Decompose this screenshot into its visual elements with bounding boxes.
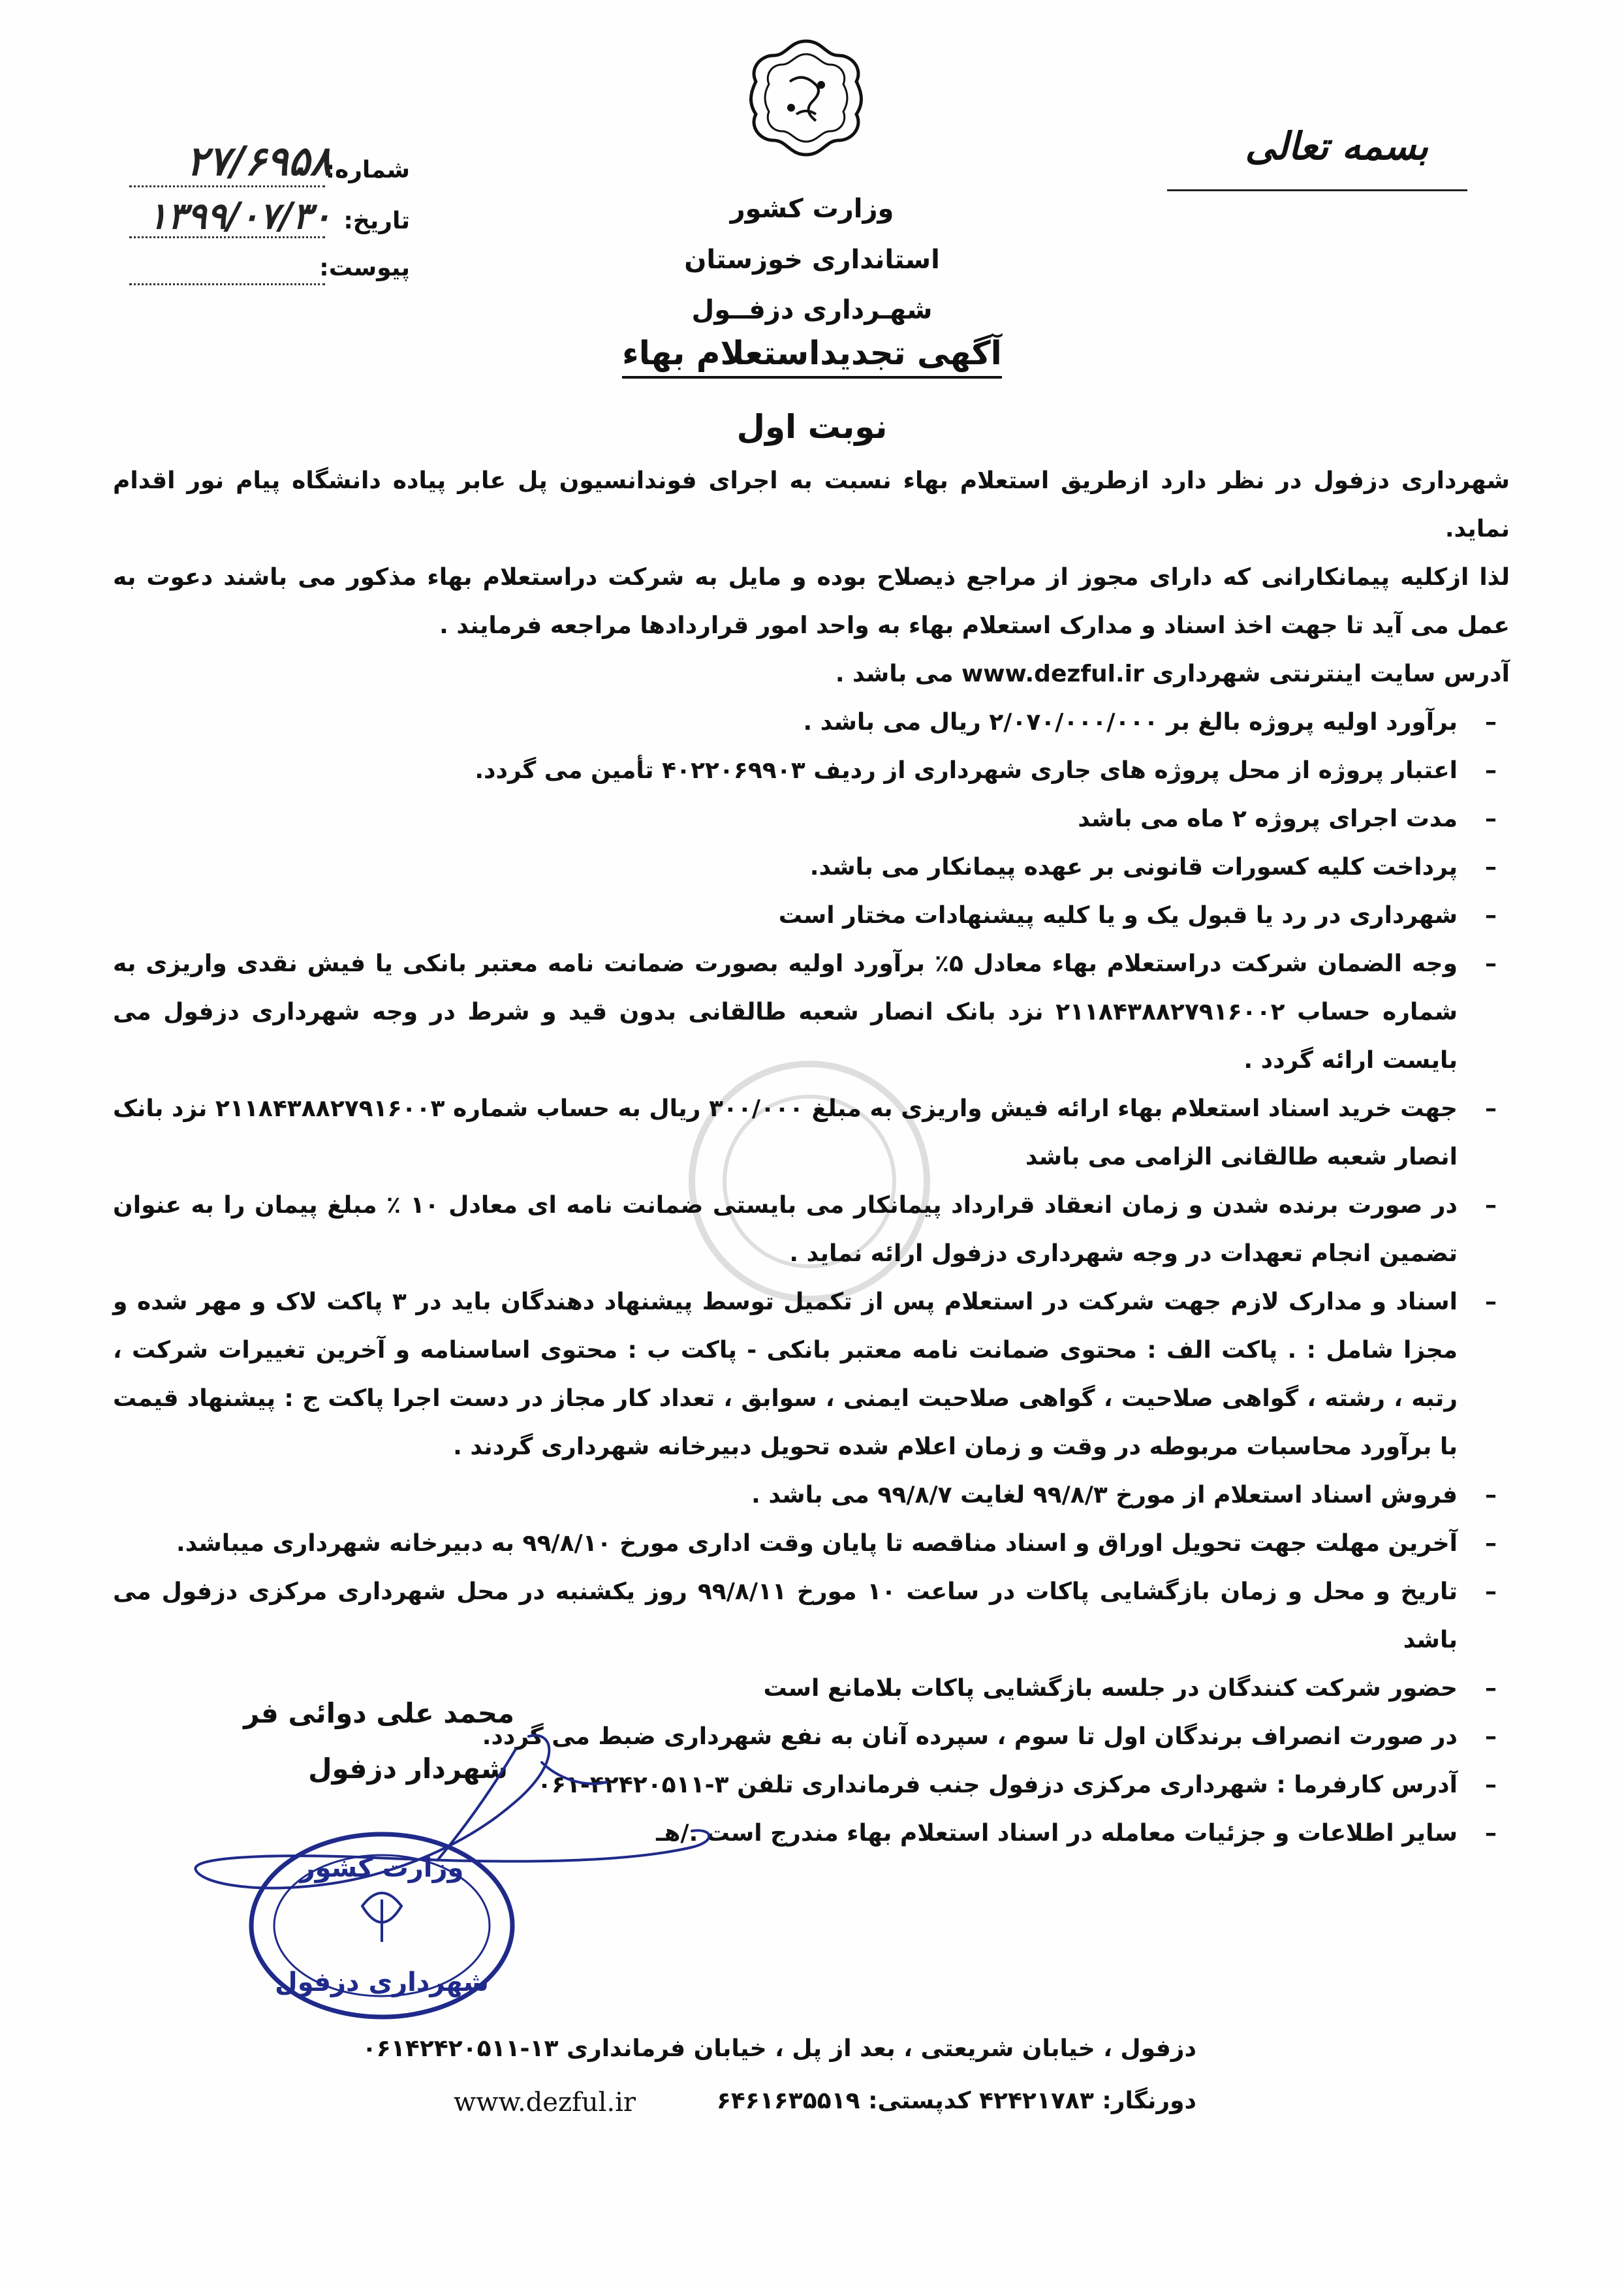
date-value: ۱۳۹۹/۰۷/۳۰ — [148, 195, 332, 238]
list-item: – شهرداری در رد یا قبول یک و یا کلیه پیشنهادات مختار است — [778, 902, 1497, 929]
number-label: شماره: — [325, 157, 410, 183]
list-item: – جهت خرید اسناد استعلام بهاء ارائه فیش واریزی به مبلغ ۳۰۰/۰۰۰ ریال به حساب شماره ۲۱۱۸۴۳۸۸۲۷۹۱۶۰۰۳ نزد بانک انصار شعبه طالقانی الزامی می باشد — [113, 1095, 1497, 1170]
municipality-name: شهـرداری دزفــول — [691, 295, 933, 325]
municipality-logo — [744, 36, 868, 160]
number-dotted-line — [129, 185, 325, 187]
intro-paragraph-3: آدرس سایت اینترنتی شهرداری www.dezful.ir می باشد . — [835, 661, 1510, 687]
notice-title-text: آگهی تجدیداستعلام بهاء — [622, 334, 1002, 379]
notice-round: نوبت اول — [736, 408, 888, 446]
ministry-name: وزارت کشور — [730, 194, 894, 224]
notice-body — [113, 457, 1510, 1858]
stamp-emblem-icon — [362, 1893, 401, 1942]
list-item: – پرداخت کلیه کسورات قانونی بر عهده پیمانکار می باشد. — [809, 854, 1497, 881]
date-label: تاریخ: — [343, 208, 410, 234]
list-item: – اعتبار پروژه از محل پروژه های جاری شهرداری از ردیف ۴۰۲۲۰۶۹۹۰۳ تأمین می گردد. — [475, 757, 1497, 784]
number-row — [149, 137, 410, 196]
signatory-title: شهردار دزفول — [308, 1753, 508, 1785]
attachment-label: پیوست: — [319, 255, 410, 281]
list-item: – آخرین مهلت جهت تحویل اوراق و اسناد مناقصه تا پایان وقت اداری مورخ ۹۹/۸/۱۰ به دبیرخانه شهرداری میباشد. — [176, 1530, 1497, 1557]
signatory-name: محمد علی دوائی فر — [243, 1697, 514, 1729]
province-name: استانداری خوزستان — [684, 245, 940, 275]
list-item: – سایر اطلاعات و جزئیات معامله در اسناد استعلام بهاء مندرج است ./هـ — [656, 1820, 1497, 1847]
list-item: – اسناد و مدارک لازم جهت شرکت در استعلام پس از تکمیل توسط پیشنهاد دهندگان باید در ۳ پاکت لاک و مهر شده و مجزا شامل : . پاکت الف : محتوی ضمانت نامه معتبر بانکی - پاکت ب : محتوی اساسنامه و آخرین تغییرات شرکت ، رتبه ، رشته ، گواهی صلاحیت ، گواهی صلاحیت ایمنی ، سوابق ، تعداد کار مجاز در دست اجرا پاکت ج : پیشنهاد قیمت با برآورد محاسبات مربوطه در وقت و زمان اعلام شده تحویل دبیرخانه شهرداری گردند . — [113, 1289, 1497, 1460]
notice-title — [0, 334, 1624, 372]
list-item: – مدت اجرای پروژه ۲ ماه می باشد — [1078, 805, 1497, 832]
list-item: – حضور شرکت کنندگان در جلسه بازگشایی پاکات بلامانع است — [763, 1675, 1497, 1702]
footer-address: دزفول ، خیابان شریعتی ، بعد از پل ، خیابان فرمانداری ۱۳-۰۶۱۴۲۴۲۰۵۱۱ — [362, 2035, 1196, 2062]
list-item: – برآورد اولیه پروژه بالغ بر ۲/۰۷۰/۰۰۰/۰۰۰ ریال می باشد . — [803, 709, 1497, 736]
intro-paragraph-2: لذا ازکلیه پیمانکارانی که دارای مجوز از مراجع ذیصلاح بوده و مایل به شرکت دراستعلام بهاء مذکور می باشند دعوت به عمل می آید تا جهت اخذ اسناد و مدارک استعلام بهاء به واحد امور قراردادها مراجعه فرمایند . — [113, 564, 1510, 639]
number-value: ۲۷/۶۹۵۸ — [186, 137, 332, 185]
list-item: – فروش اسناد استعلام از مورخ ۹۹/۸/۳ لغایت ۹۹/۸/۷ می باشد . — [751, 1482, 1497, 1508]
list-item: – در صورت برنده شدن و زمان انعقاد قرارداد پیمانکار می بایستی ضمانت نامه ای معادل ۱۰ ٪ مبلغ پیمان را به عنوان تضمین انجام تعهدات در وجه شهرداری دزفول ارائه نماید . — [113, 1192, 1497, 1267]
list-item: – در صورت انصراف برندگان اول تا سوم ، سپرده آنان به نفع شهرداری ضبط می گردد. — [482, 1723, 1497, 1750]
stamp-top-text: وزارت کشور — [300, 1853, 464, 1883]
list-item: – وجه الضمان شرکت دراستعلام بهاء معادل ۵٪ برآورد اولیه بصورت ضمانت نامه معتبر بانکی یا فیش نقدی واریزی به شماره حساب ۲۱۱۸۴۳۸۸۲۷۹۱۶۰۰۲ نزد بانک انصار شعبه طالقانی بدون قید و شرط در وجه شهرداری دزفول می بایست ارائه گردد . — [113, 950, 1497, 1074]
intro-paragraph-1: شهرداری دزفول در نظر دارد ازطریق استعلام بهاء نسبت به اجرای فوندانسیون پل عابر پیاده دانشگاه پیام نور اقدام نماید. — [113, 467, 1510, 542]
official-stamp — [238, 1821, 525, 2030]
basmala-heading: بسمه تعالی — [1245, 124, 1428, 168]
footer-website: www.dezful.ir — [454, 2087, 636, 2118]
footer-fax-postal: دورنگار: ۴۲۴۲۱۷۸۳ کدپستی: ۶۴۶۱۶۳۵۵۱۹ — [716, 2087, 1196, 2114]
list-item: – تاریخ و محل و زمان بازگشایی پاکات در ساعت ۱۰ مورخ ۹۹/۸/۱۱ روز یکشنبه در محل شهرداری مرکزی دزفول می باشد — [113, 1578, 1497, 1653]
attachment-dotted-line — [129, 283, 325, 285]
stamp-bottom-text: شهرداری دزفول — [274, 1967, 490, 1997]
list-item: – آدرس کارفرما : شهرداری مرکزی دزفول جنب فرمانداری تلفن ۳-۴۲۴۲۰۵۱۱-۰۶۱ — [537, 1772, 1497, 1798]
basmala-underline — [1167, 189, 1467, 191]
